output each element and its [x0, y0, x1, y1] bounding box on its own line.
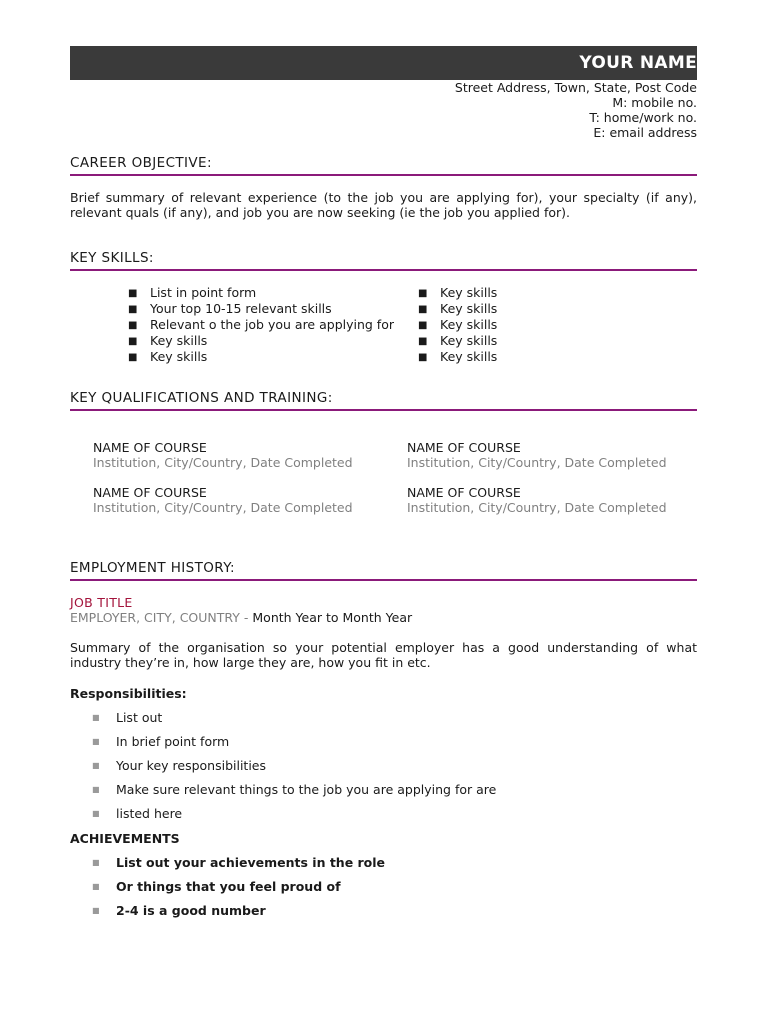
list-item: ■ listed here	[92, 806, 183, 821]
square-bullet-icon: ■	[92, 809, 100, 818]
employer-name: EMPLOYER, CITY, COUNTRY	[70, 610, 240, 625]
employer-separator: -	[239, 610, 253, 625]
square-bullet-icon: ■	[92, 713, 100, 722]
square-bullet-icon: ■	[418, 336, 428, 347]
course-entry	[93, 440, 353, 470]
address-line: Street Address, Town, State, Post Code	[454, 80, 697, 95]
responsibilities-label: Responsibilities:	[70, 686, 187, 701]
organisation-summary: Summary of the organisation so your potential employer has a good understanding of what industry they’re in, how large they are, how you fit in etc.	[70, 640, 697, 670]
name-banner: YOUR NAME	[70, 46, 697, 80]
course-entry	[93, 485, 353, 515]
square-bullet-icon: ■	[92, 906, 100, 915]
achievements-list	[92, 855, 385, 927]
course-name: NAME OF COURSE	[407, 485, 521, 500]
square-bullet-icon: ■	[128, 336, 138, 347]
skill-item: ■ Key skills	[418, 349, 498, 364]
list-item: ■ List out	[92, 710, 163, 725]
career-objective-heading: CAREER OBJECTIVE:	[70, 155, 697, 176]
skill-item: ■ Key skills	[418, 333, 498, 348]
course-entry	[407, 440, 667, 470]
course-entry	[407, 485, 667, 515]
achievements-label: ACHIEVEMENTS	[70, 831, 180, 846]
course-name: NAME OF COURSE	[93, 440, 207, 455]
employment-dates: Month Year to Month Year	[252, 610, 413, 625]
skill-item: ■ Relevant o the job you are applying for	[128, 317, 394, 332]
resume-page	[70, 0, 697, 1024]
course-details: Institution, City/Country, Date Completed	[407, 455, 667, 470]
responsibilities-list	[92, 710, 496, 830]
square-bullet-icon: ■	[128, 352, 138, 363]
square-bullet-icon: ■	[92, 785, 100, 794]
course-name: NAME OF COURSE	[93, 485, 207, 500]
list-item: ■ In brief point form	[92, 734, 230, 749]
key-skills-heading: KEY SKILLS:	[70, 250, 697, 271]
square-bullet-icon: ■	[128, 304, 138, 315]
qualifications-heading: KEY QUALIFICATIONS AND TRAINING:	[70, 390, 697, 411]
contact-block	[455, 80, 697, 140]
skill-item: ■ Key skills	[128, 333, 208, 348]
skill-item: ■ Key skills	[418, 317, 498, 332]
career-objective-text: Brief summary of relevant experience (to the job you are applying for), your specialty (if any), relevant quals (if any), and job you are now seeking (ie the job you applied for).	[70, 190, 697, 220]
job-title: JOB TITLE	[70, 595, 133, 610]
square-bullet-icon: ■	[418, 288, 428, 299]
skills-right-column	[418, 285, 497, 365]
skill-item: ■ Your top 10-15 relevant skills	[128, 301, 332, 316]
list-item: ■ Make sure relevant things to the job you are applying for are	[92, 782, 497, 797]
course-details: Institution, City/Country, Date Completed	[407, 500, 667, 515]
square-bullet-icon: ■	[128, 288, 138, 299]
square-bullet-icon: ■	[92, 858, 100, 867]
email-line: E: email address	[593, 125, 697, 140]
square-bullet-icon: ■	[418, 320, 428, 331]
square-bullet-icon: ■	[128, 320, 138, 331]
mobile-line: M: mobile no.	[612, 95, 697, 110]
skill-item: ■ Key skills	[128, 349, 208, 364]
course-details: Institution, City/Country, Date Completed	[93, 500, 353, 515]
list-item: ■ Your key responsibilities	[92, 758, 266, 773]
list-item: ■ List out your achievements in the role	[92, 855, 386, 870]
list-item: ■ 2-4 is a good number	[92, 903, 266, 918]
skill-item: ■ List in point form	[128, 285, 257, 300]
square-bullet-icon: ■	[92, 882, 100, 891]
skill-item: ■ Key skills	[418, 301, 498, 316]
list-item: ■ Or things that you feel proud of	[92, 879, 341, 894]
square-bullet-icon: ■	[418, 352, 428, 363]
square-bullet-icon: ■	[418, 304, 428, 315]
course-name: NAME OF COURSE	[407, 440, 521, 455]
phone-line: T: home/work no.	[589, 110, 697, 125]
square-bullet-icon: ■	[92, 737, 100, 746]
employment-history-heading: EMPLOYMENT HISTORY:	[70, 560, 697, 581]
course-details: Institution, City/Country, Date Completed	[93, 455, 353, 470]
square-bullet-icon: ■	[92, 761, 100, 770]
employer-line	[70, 610, 412, 625]
skills-left-column	[128, 285, 394, 365]
skill-item: ■ Key skills	[418, 285, 498, 300]
